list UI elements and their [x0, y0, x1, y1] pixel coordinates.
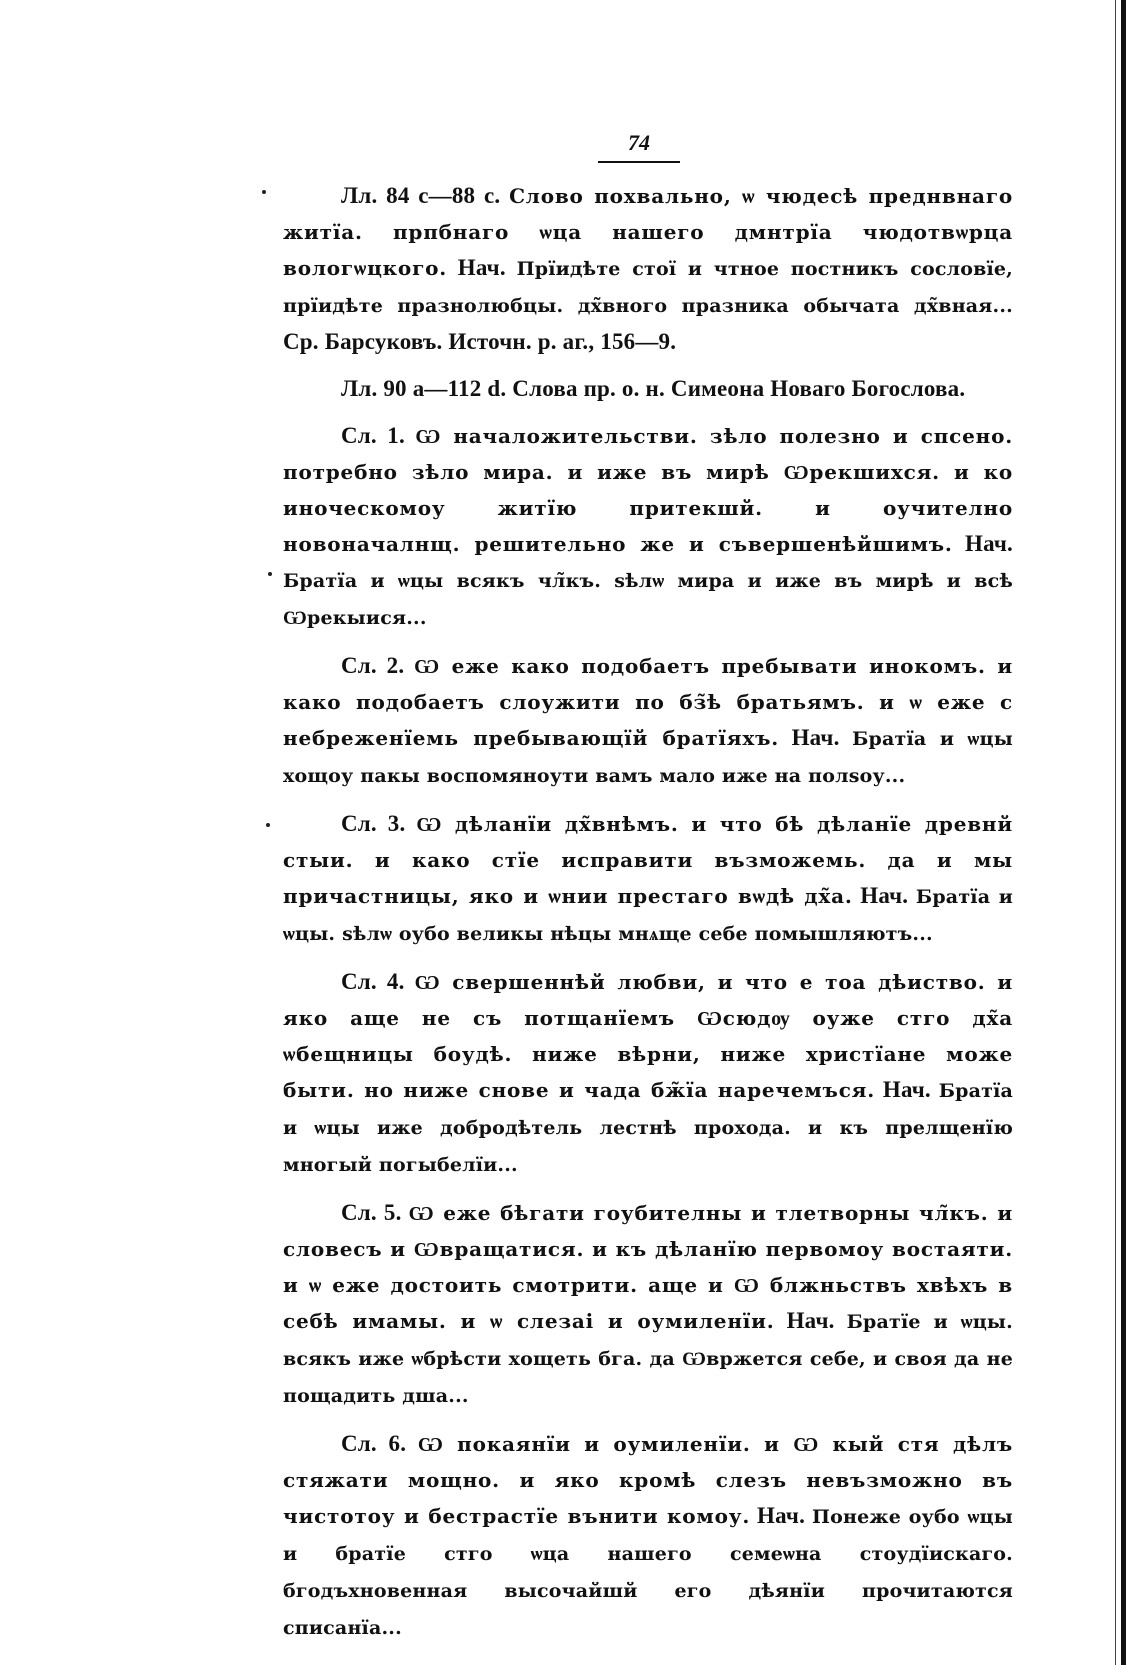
incipit-label: Нач.	[860, 883, 909, 908]
incipit-text: Прїидѣте стої и чтное постникъ сословїе, прїидѣте празнолюбцы. дх̃вного празника обычата дх̃вная...	[283, 258, 1014, 317]
entry-sermon-3	[283, 806, 1013, 952]
entry-title-slavonic: Ѡ еже како подобаетъ пребывати инокомъ. и како подобаетъ слоужити по бз̃ѣ братьямъ. и ѡ еже с небреженїемь пребывающїй братїяхъ.	[283, 654, 1014, 750]
entry-label: Сл. 3.	[341, 811, 406, 836]
incipit-label: Нач.	[882, 1077, 931, 1102]
page-edge-shadow	[1115, 0, 1116, 1665]
entry-title-slavonic: Ѡ дѣланїи дх̃внѣмъ. и что бѣ дѣланїе древнй стыи. и како стїе исправити възможемь. да и мы причастницы, яко и ѡнии престаго вѡдѣ дх̃а.	[283, 812, 1013, 908]
scan-speck	[262, 190, 266, 194]
entry-title-slavonic: Ѡ покаянїи и оумиленїи. и Ѡ кый стя дѣлъ стяжати мощно. и яко кромѣ слезъ невъзможно въ чистотоу и бестрастїе вънити комоу.	[283, 1432, 1013, 1528]
entry-label: Лл. 84 c—88 c.	[341, 183, 501, 208]
entry-title-slavonic: Ѡ началожительстви. зѣло полезно и спсено. потребно зѣло мира. и иже въ мирѣ Ѡрекшихся. и ко иноческомоу житїю притекшй. и оучително новоначалнщ. решительно же и съвершенѣйшимъ.	[283, 424, 1014, 556]
incipit-text: Братїа и ѡцы хощоу пакы воспомяноути вамъ мало иже на полѕоу...	[283, 728, 1013, 787]
page-number: 74	[628, 130, 650, 155]
page-edge-line	[1121, 0, 1126, 1665]
incipit-label: Нач.	[791, 725, 840, 750]
entry-label: Сл. 5.	[341, 1200, 402, 1225]
entry-sermon-5	[283, 1195, 1013, 1414]
entry-label: Сл. 1.	[341, 423, 405, 448]
entry-sermon-4	[283, 964, 1013, 1183]
entry-label: Сл. 4.	[341, 969, 405, 994]
incipit-text: Понеже оубо ѡцы и братїе стго ѡца нашего семеѡна стоудїискаго. бгодъхновенная высочайшй его дѣянїи прочитаются списанїа...	[283, 1506, 1014, 1639]
entry-sermon-1	[283, 418, 1013, 636]
entry-description: Слова пр. о. н. Симеона Новаго Богослова.	[512, 376, 966, 401]
incipit-label: Нач.	[457, 255, 506, 280]
entry-label: Лл. 90 а—112 d.	[341, 376, 507, 401]
incipit-text: Братїа и ѡцы иже добродѣтель лестнѣ прохода. и къ прелщенїю многый погыбелїи...	[283, 1080, 1014, 1176]
incipit-label: Нач.	[786, 1308, 835, 1333]
document-body	[283, 178, 1013, 1658]
incipit-text: Братїе и ѡцы. всякъ иже ѡбрѣсти хощеть бга. да Ѡвржется себе, и своя да не пощадить дша...	[283, 1311, 1013, 1407]
entry-sermon-6	[283, 1426, 1013, 1646]
incipit-text: Братїа и ѡцы всякъ чл̃къ. ѕѣлѡ мира и иже въ мирѣ и всѣ Ѡрекыися...	[283, 570, 1013, 629]
incipit-text: Братїа и ѡцы. ѕѣлѡ оубо великы нѣцы мнѧще себе помышляютъ...	[283, 886, 1013, 945]
entry-title-slavonic: Ѡ свершеннѣй любви, и что е тоа дѣиство. и яко аще не съ потщанїемъ Ѡсюдѹ оуже стго дх̃а ѡбещницы боудѣ. ниже вѣрни, ниже христїане може быти. но ниже снове и чада бж̃їа наречемъся.	[283, 970, 1013, 1102]
entry-sermon-2	[283, 648, 1013, 794]
entry-title-slavonic: Слово похвально, ѡ чюдесѣ преднвнаго житїа. прпбнаго ѡца нашего дмнтрїа чюдотвѡрца вологѡцкого.	[283, 184, 1014, 280]
scan-speck	[268, 572, 272, 576]
entry-leaves-84-88	[283, 178, 1013, 359]
scan-speck	[266, 823, 270, 827]
entry-title-slavonic: Ѡ еже бѣгати гоубителны и тлетворны чл̃къ. и словесъ и Ѡвращатися. и къ дѣланїю первомоу востаяти. и ѡ еже достоить смотрити. аще и Ѡ блжньствъ хвѣхъ в себѣ имамы. и ѡ слезаі и оумиленїи.	[283, 1201, 1014, 1333]
reference-note: Ср. Барсуковъ. Источн. р. аг., 156—9.	[283, 329, 677, 354]
incipit-label: Нач.	[757, 1503, 806, 1528]
entry-label: Сл. 2.	[341, 653, 405, 678]
entry-leaves-90-112	[283, 371, 1013, 406]
page-number-rule	[598, 161, 680, 163]
entry-label: Сл. 6.	[341, 1431, 407, 1456]
incipit-label: Нач.	[965, 531, 1013, 556]
